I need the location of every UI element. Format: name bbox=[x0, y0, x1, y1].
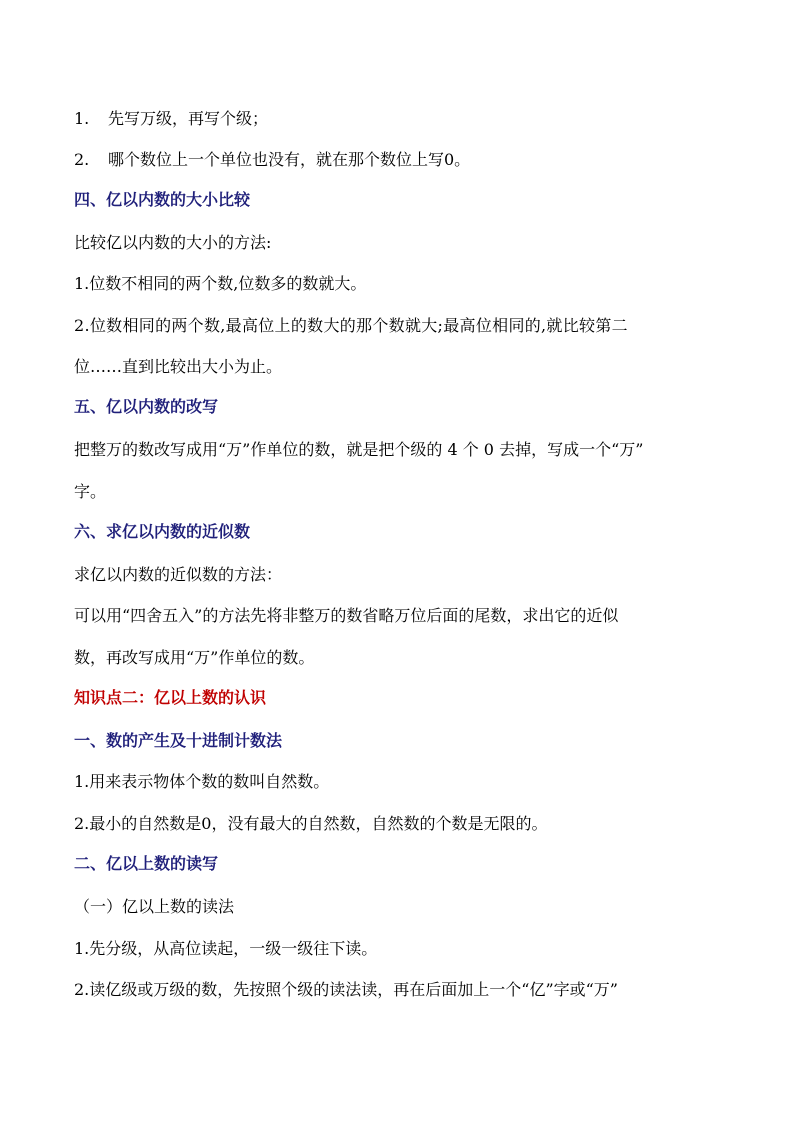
paragraph: 求亿以内数的近似数的方法： bbox=[74, 565, 283, 584]
paragraph: 可以用“四舍五入”的方法先将非整万的数省略万位后面的尾数，求出它的近似 bbox=[74, 606, 619, 625]
list-item bbox=[74, 150, 470, 170]
knowledge-point-heading: 知识点二：亿以上数的认识 bbox=[74, 688, 267, 707]
paragraph: 1.位数不相同的两个数,位数多的数就大。 bbox=[74, 274, 367, 293]
paragraph: 字。 bbox=[74, 482, 107, 501]
list-text: 哪个数位上一个单位也没有，就在那个数位上写0。 bbox=[108, 150, 471, 169]
section-heading: 一、数的产生及十进制计数法 bbox=[74, 731, 283, 750]
list-text: 先写万级，再写个级； bbox=[108, 109, 269, 128]
paragraph: 1.用来表示物体个数的数叫自然数。 bbox=[74, 772, 330, 791]
paragraph: 2.读亿级或万级的数，先按照个级的读法读，再在后面加上一个“亿”字或“万” bbox=[74, 980, 618, 999]
paragraph: 2.最小的自然数是0，没有最大的自然数，自然数的个数是无限的。 bbox=[74, 814, 548, 833]
paragraph: 数，再改写成用“万”作单位的数。 bbox=[74, 648, 315, 667]
section-heading: 五、亿以内数的改写 bbox=[74, 397, 219, 416]
section-heading: 二、亿以上数的读写 bbox=[74, 854, 219, 873]
section-heading: 四、亿以内数的大小比较 bbox=[74, 190, 251, 209]
paragraph: 位……直到比较出大小为止。 bbox=[74, 357, 283, 376]
list-number: 2. bbox=[74, 150, 90, 169]
paragraph: 1.先分级，从高位读起，一级一级往下读。 bbox=[74, 939, 378, 958]
section-heading: 六、求亿以内数的近似数 bbox=[74, 522, 251, 541]
paragraph: 2.位数相同的两个数,最高位上的数大的那个数就大;最高位相同的,就比较第二 bbox=[74, 316, 628, 335]
paragraph: 比较亿以内数的大小的方法: bbox=[74, 233, 272, 252]
list-number: 1. bbox=[74, 109, 90, 128]
list-item bbox=[74, 109, 268, 129]
subsection-heading: （一）亿以上数的读法 bbox=[74, 897, 235, 916]
paragraph: 把整万的数改写成用“万”作单位的数，就是把个级的 4 个 0 去掉，写成一个“万” bbox=[74, 440, 644, 459]
